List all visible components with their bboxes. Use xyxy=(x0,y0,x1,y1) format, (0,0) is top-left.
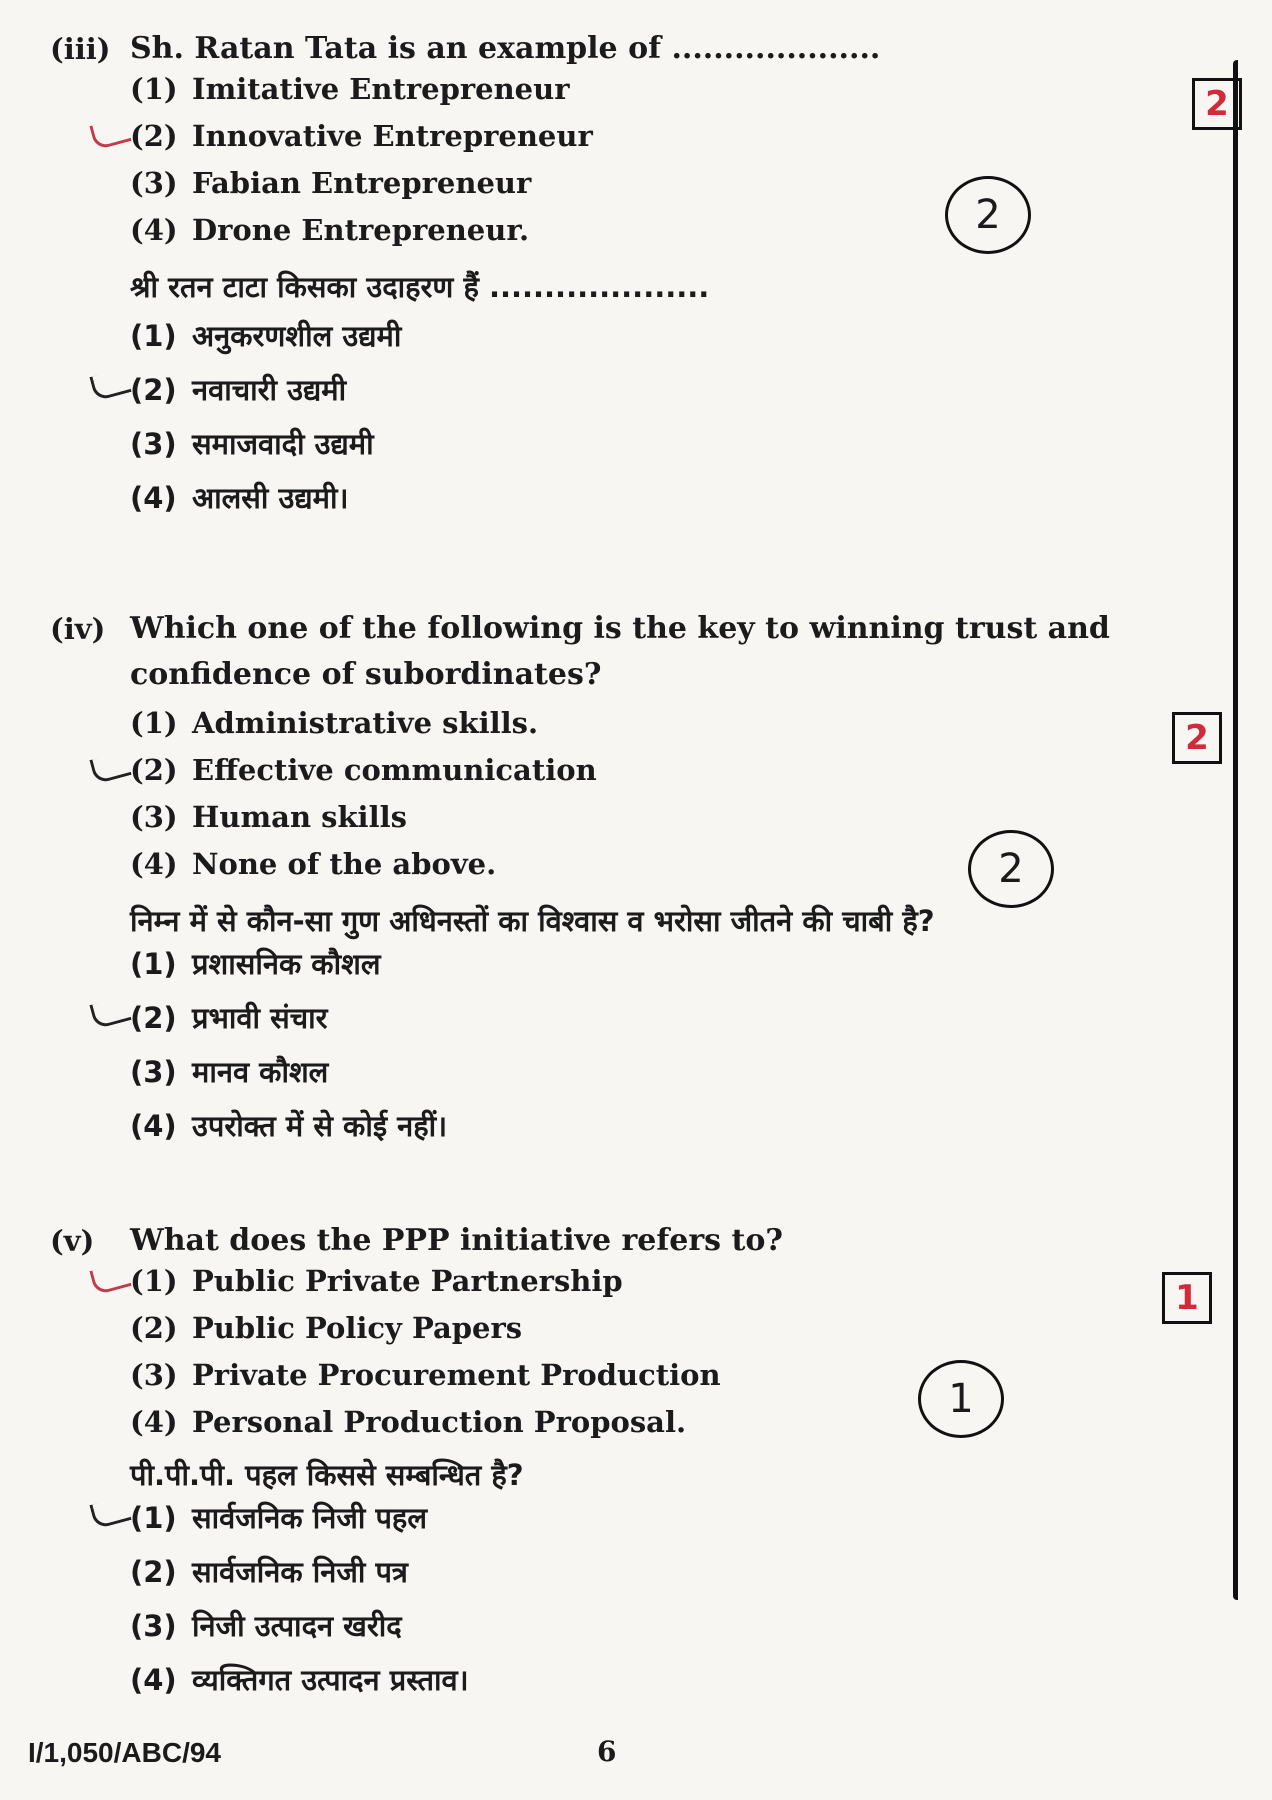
option-4: (4) व्यक्तिगत उत्पादन प्रस्ताव। xyxy=(130,1663,469,1697)
page-number: 6 xyxy=(597,1735,617,1768)
question-number: (iv) xyxy=(50,612,106,646)
option-4: (4) Personal Production Proposal. xyxy=(130,1405,687,1439)
option-1: (1) Administrative skills. xyxy=(130,706,539,740)
question-text-hi: पी.पी.पी. पहल किससे सम्बन्धित है? xyxy=(130,1458,524,1492)
answer-tick-icon xyxy=(89,1496,131,1530)
question-text-hi: निम्न में से कौन-सा गुण अधिनस्तों का विश्वास व भरोसा जीतने की चाबी है? xyxy=(130,904,935,938)
option-3: (3) Private Procurement Production xyxy=(130,1358,721,1392)
option-4: (4) आलसी उद्यमी। xyxy=(130,481,349,515)
option-2: (2) Public Policy Papers xyxy=(130,1311,523,1345)
question-v xyxy=(50,1218,1210,1714)
question-number: (v) xyxy=(50,1224,95,1258)
options-en xyxy=(130,72,1210,260)
question-text-en: Which one of the following is the key to winning trust and confidence of subordinates? xyxy=(130,611,1110,692)
answer-tick-icon xyxy=(89,751,131,785)
option-1: (1) अनुकरणशील उद्यमी xyxy=(130,319,402,353)
options-hi xyxy=(130,944,1210,1160)
marks-box: 1 xyxy=(1162,1272,1212,1324)
option-2: (2) Innovative Entrepreneur xyxy=(130,119,1210,166)
answer-tick-icon xyxy=(89,368,131,402)
question-number: (iii) xyxy=(50,32,111,66)
question-text-hi: श्री रतन टाटा किसका उदाहरण हैं .................... xyxy=(130,270,710,304)
option-4: (4) None of the above. xyxy=(130,847,497,881)
options-hi xyxy=(130,316,1210,532)
question-iii xyxy=(50,26,1210,532)
option-2: (2) नवाचारी उद्यमी xyxy=(130,370,1210,424)
marks-circle: 2 xyxy=(945,176,1031,254)
page-binding-edge xyxy=(1233,60,1252,1600)
question-text-en: What does the PPP initiative refers to? xyxy=(130,1223,783,1258)
option-3: (3) निजी उत्पादन खरीद xyxy=(130,1609,402,1643)
marks-circle: 1 xyxy=(918,1360,1004,1438)
options-en xyxy=(130,1264,1210,1452)
option-1: (1) प्रशासनिक कौशल xyxy=(130,947,381,981)
option-2: (2) सार्वजनिक निजी पत्र xyxy=(130,1555,408,1589)
marks-box: 2 xyxy=(1172,712,1222,764)
option-2: (2) Effective communication xyxy=(130,753,1210,800)
option-3: (3) Human skills xyxy=(130,800,407,834)
option-2: (2) प्रभावी संचार xyxy=(130,998,1210,1052)
option-1: (1) Public Private Partnership xyxy=(130,1264,1210,1311)
answer-tick-icon xyxy=(89,1262,131,1296)
option-3: (3) Fabian Entrepreneur xyxy=(130,166,532,200)
marks-circle: 2 xyxy=(968,830,1054,908)
marks-box: 2 xyxy=(1192,78,1242,130)
option-3: (3) समाजवादी उद्यमी xyxy=(130,427,374,461)
paper-code: I/1,050/ABC/94 xyxy=(28,1737,221,1768)
option-3: (3) मानव कौशल xyxy=(130,1055,329,1089)
options-hi xyxy=(130,1498,1210,1714)
option-4: (4) Drone Entrepreneur. xyxy=(130,213,530,247)
option-1: (1) सार्वजनिक निजी पहल xyxy=(130,1498,1210,1552)
question-text-en: Sh. Ratan Tata is an example of .................... xyxy=(130,31,881,66)
option-4: (4) उपरोक्त में से कोई नहीं। xyxy=(130,1109,448,1143)
option-1: (1) Imitative Entrepreneur xyxy=(130,72,570,106)
answer-tick-icon xyxy=(89,996,131,1030)
answer-tick-icon xyxy=(89,117,131,151)
